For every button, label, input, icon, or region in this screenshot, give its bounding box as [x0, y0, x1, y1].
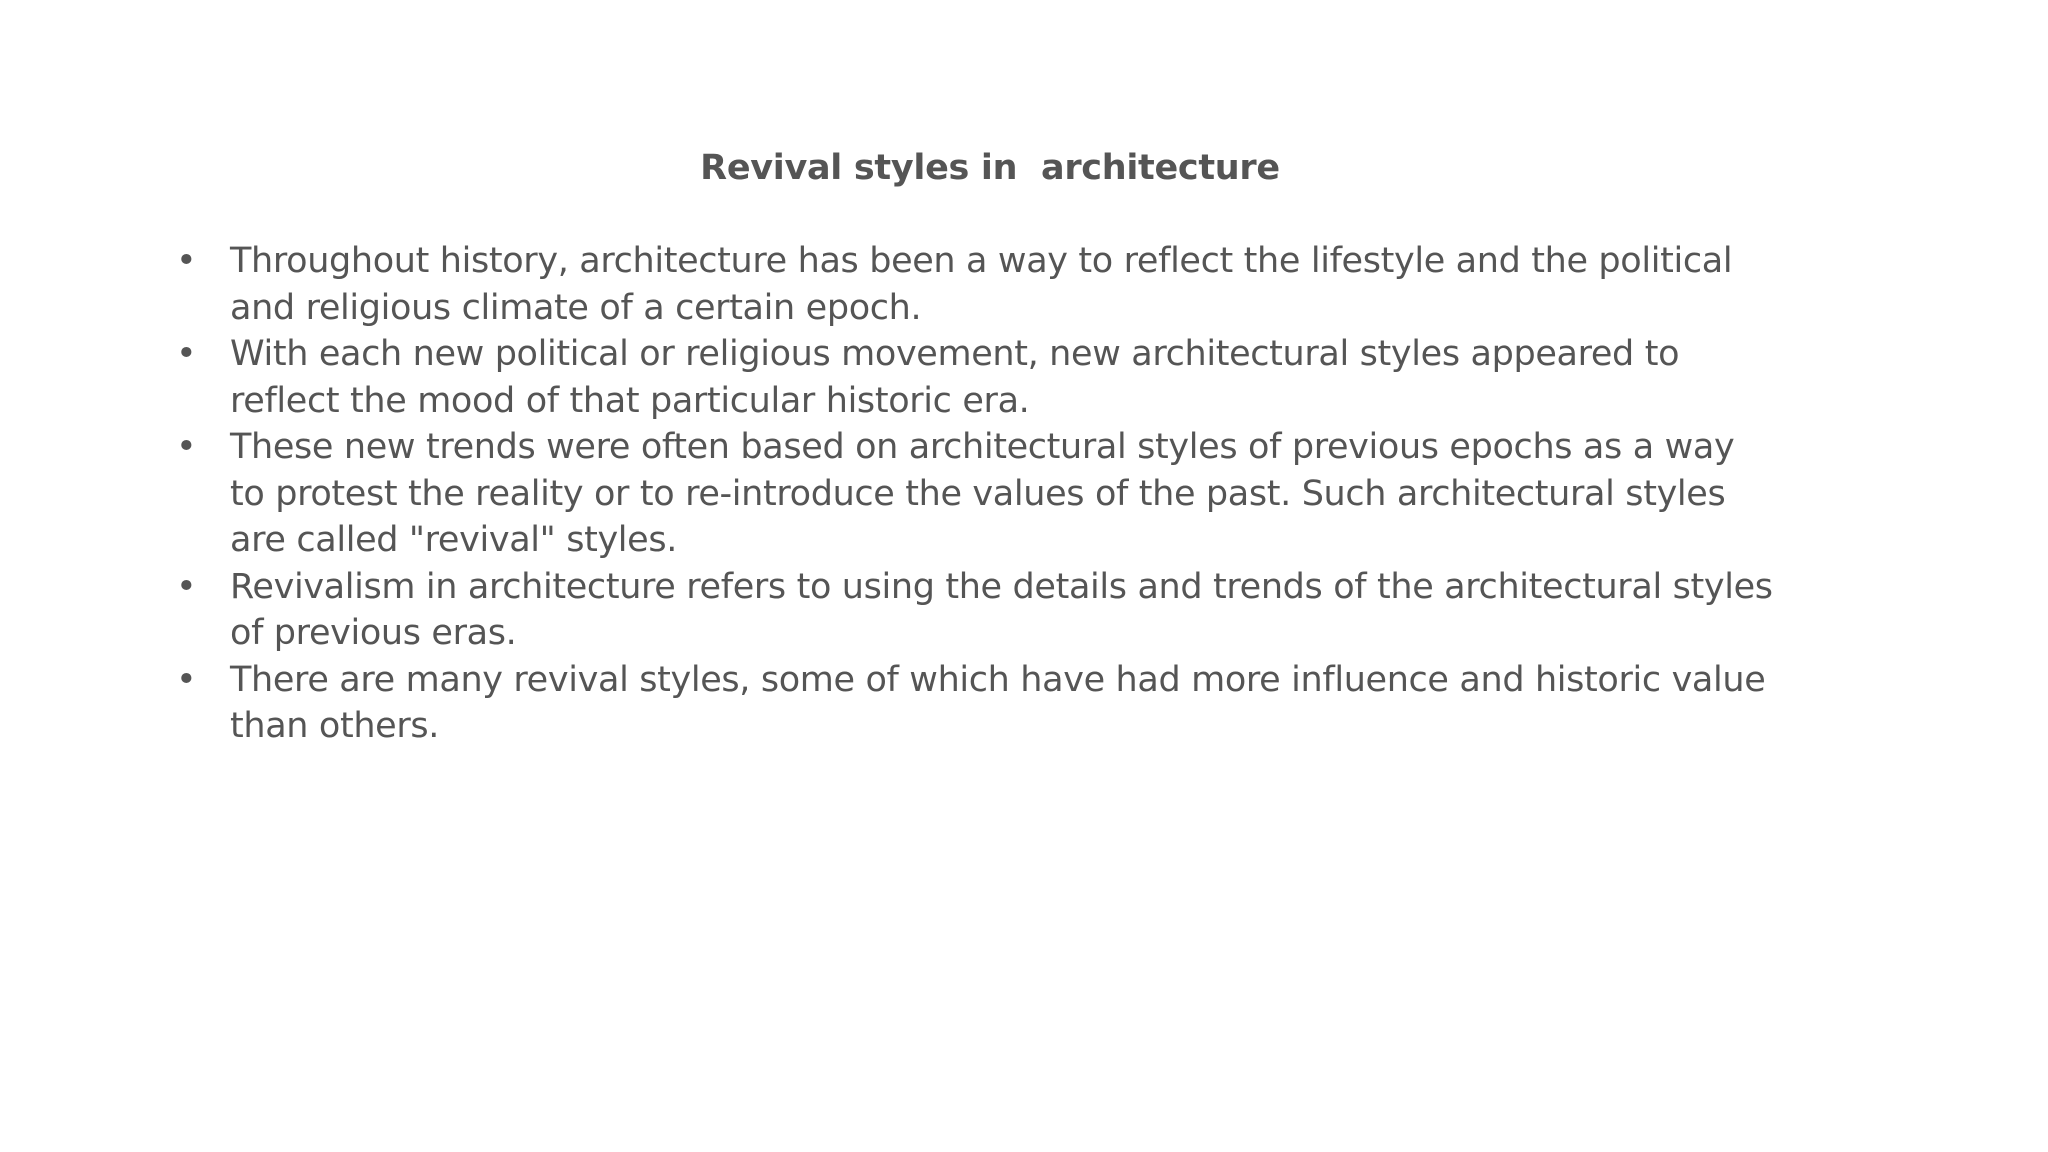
bullet-icon: •	[176, 566, 197, 607]
bullet-list	[176, 238, 1776, 750]
bullet-item	[176, 657, 1776, 750]
bullet-icon: •	[176, 427, 197, 467]
bullet-text: There are many revival styles, some of which have had more influence and historic value than others.	[230, 659, 1766, 746]
bullet-text: Revivalism in architecture refers to using the details and trends of the architectural styles of previous eras.	[230, 566, 1773, 653]
bullet-text: With each new political or religious movement, new architectural styles appeared to reflect the mood of that particular historic era.	[230, 334, 1680, 421]
bullet-item	[176, 564, 1776, 657]
bullet-text: These new trends were often based on architectural styles of previous epochs as a way to protest the reality or to re-introduce the values of the past. Such architectural styles are called "revival" styles.	[230, 427, 1735, 560]
bullet-item	[176, 238, 1776, 331]
bullet-item	[176, 331, 1776, 424]
bullet-item	[176, 424, 1776, 564]
bullet-icon: •	[176, 241, 197, 281]
bullet-text: Throughout history, architecture has been a way to reflect the lifestyle and the political and religious climate of a certain epoch.	[230, 241, 1733, 328]
slide-title: Revival styles in architecture	[700, 148, 1280, 188]
bullet-icon: •	[176, 659, 197, 700]
bullet-icon: •	[176, 334, 197, 374]
